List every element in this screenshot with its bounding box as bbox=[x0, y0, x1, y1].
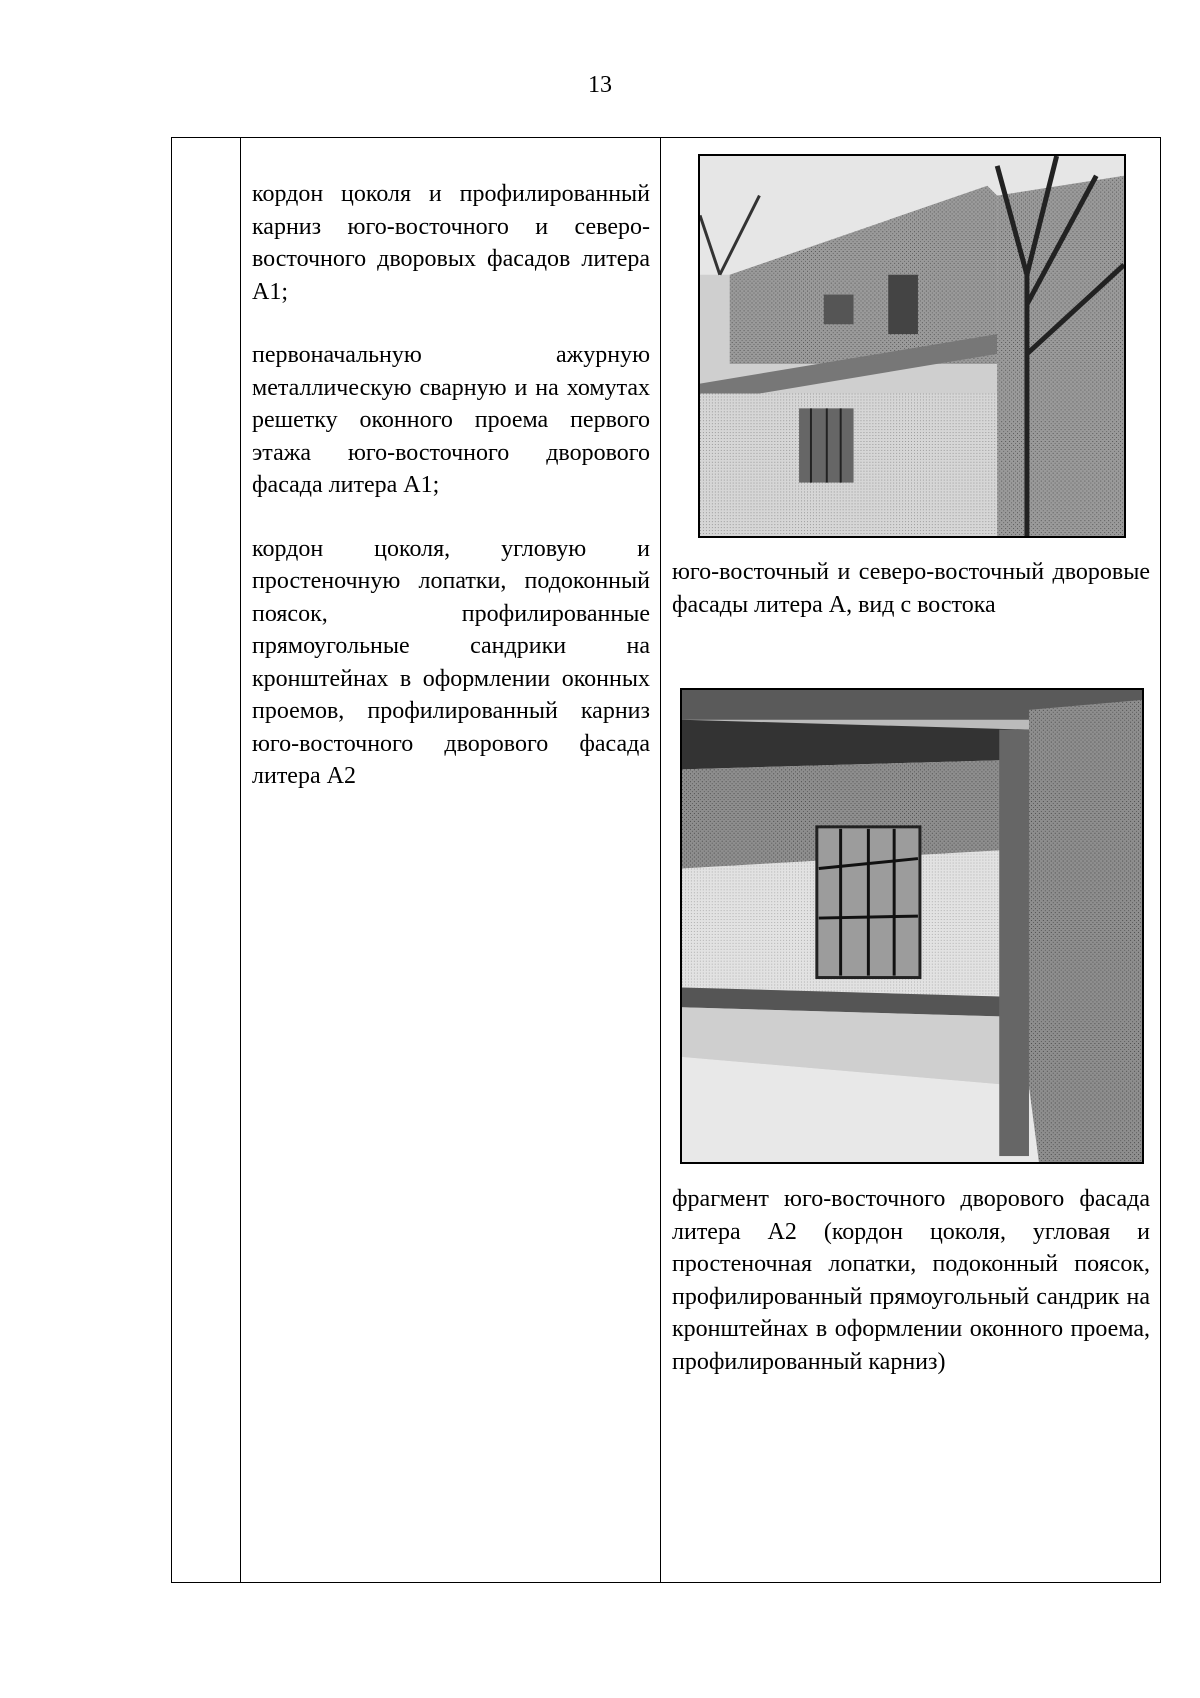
description-paragraph: кордон цоколя и профилированный карниз юго-восточного и северо-восточного дворовых фасадов литера А1; bbox=[252, 181, 650, 305]
description-paragraph: первоначальную ажурную металлическую сварную и на хомутах решетку оконного проема первого этажа юго-восточного дворового фасада литера А1; bbox=[252, 342, 650, 498]
facade-photo-east-view bbox=[698, 154, 1126, 538]
table-column-divider bbox=[240, 138, 241, 1582]
table-column-divider bbox=[660, 138, 661, 1582]
description-paragraph: кордон цоколя, угловую и простеночную лопатки, подоконный поясок, профилированные прямоугольные сандрики на кронштейнах в оформлении оконных проемов, профилированный карниз юго-восточного дворового фасада литера А2 bbox=[252, 535, 650, 789]
photo-caption: юго-восточный и северо-восточный дворовые фасады литера А, вид с востока bbox=[672, 559, 1150, 618]
photo-caption: фрагмент юго-восточного дворового фасада литера А2 (кордон цоколя, угловая и простеночная лопатки, подоконный поясок, профилированный прямоугольный сандрик на кронштейнах в оформлении оконного проема, профилированный карниз) bbox=[672, 1186, 1150, 1375]
description-column bbox=[252, 178, 650, 824]
page-number: 13 bbox=[588, 72, 612, 98]
document-table bbox=[171, 137, 1161, 1583]
facade-fragment-photo bbox=[680, 688, 1144, 1164]
